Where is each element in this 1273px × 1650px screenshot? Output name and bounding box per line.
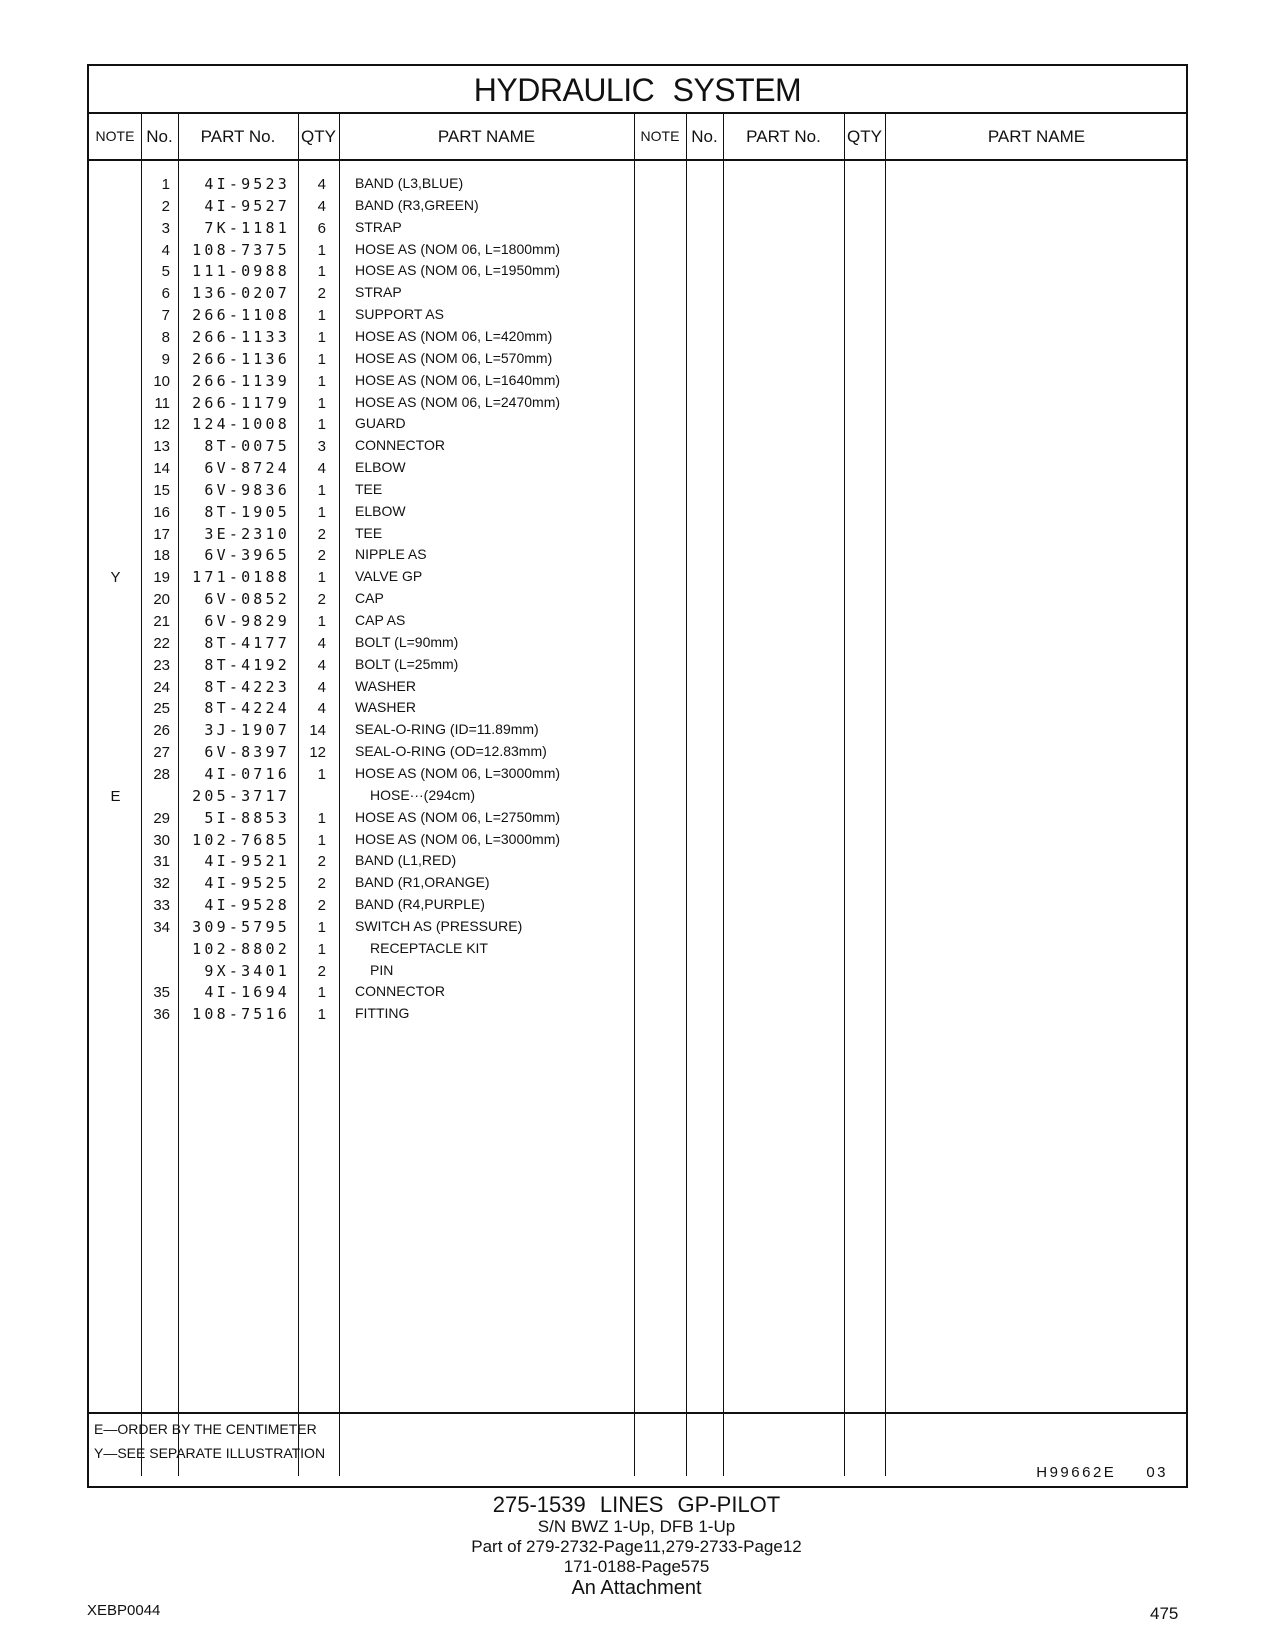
row-number: 32 — [153, 875, 170, 893]
row-number: 30 — [153, 831, 170, 849]
row-note: E — [110, 787, 121, 805]
row-part-number: 8T-4192 — [204, 655, 290, 674]
caption — [0, 1493, 1273, 1599]
row-number: 21 — [153, 613, 170, 630]
row-part-name: BAND (R3,GREEN) — [355, 196, 479, 213]
row-quantity: 1 — [317, 307, 326, 325]
row-number: 5 — [161, 263, 170, 281]
row-quantity: 1 — [317, 394, 326, 412]
row-part-number: 4I-9521 — [204, 852, 290, 871]
table-row — [89, 960, 1186, 983]
row-number: 31 — [153, 853, 170, 871]
row-number: 1 — [161, 176, 170, 193]
row-number: 15 — [153, 481, 170, 499]
table-row — [89, 829, 1186, 852]
row-part-name: NIPPLE AS — [355, 546, 427, 563]
row-number: 27 — [153, 744, 170, 762]
row-quantity: 2 — [317, 962, 326, 980]
row-part-number: 108-7516 — [192, 1005, 290, 1024]
row-part-number: 108-7375 — [192, 240, 290, 259]
row-number: 36 — [153, 1006, 170, 1024]
row-quantity: 2 — [317, 853, 326, 871]
row-part-number: 8T-4177 — [204, 633, 290, 652]
row-part-name: HOSE···(294cm) — [370, 786, 476, 803]
caption-attachment: An Attachment — [571, 1577, 702, 1599]
row-part-name: BOLT (L=25mm) — [355, 655, 459, 672]
row-part-name: RECEPTACLE KIT — [370, 939, 488, 956]
row-part-name: ELBOW — [355, 459, 406, 476]
table-row — [89, 457, 1186, 480]
row-part-number: 4I-9527 — [204, 196, 290, 215]
row-part-name: ELBOW — [355, 502, 406, 519]
row-part-number: 266-1108 — [192, 306, 290, 325]
row-part-number: 309-5795 — [192, 917, 290, 936]
row-part-number: 8T-1905 — [204, 502, 290, 521]
row-part-number: 8T-4224 — [204, 699, 290, 718]
row-quantity: 1 — [317, 831, 326, 849]
row-quantity: 3 — [317, 438, 326, 456]
caption-title: 275-1539 LINES GP-PILOT — [492, 1492, 781, 1517]
revision-number: 03 — [1146, 1464, 1168, 1481]
row-quantity: 2 — [317, 875, 326, 893]
row-part-number: 8T-4223 — [204, 677, 290, 696]
row-quantity: 6 — [317, 219, 326, 237]
row-part-number: 4I-9525 — [204, 874, 290, 893]
row-part-number: 5I-8853 — [204, 808, 290, 827]
table-row — [89, 741, 1186, 764]
row-quantity: 1 — [317, 503, 326, 521]
row-part-number: 102-8802 — [192, 939, 290, 958]
table-row — [89, 588, 1186, 611]
page-title: HYDRAULIC SYSTEM — [89, 66, 1186, 114]
table-row — [89, 697, 1186, 720]
row-number: 19 — [153, 569, 170, 587]
table-row — [89, 676, 1186, 699]
row-part-number: 171-0188 — [192, 568, 290, 587]
row-part-number: 6V-9829 — [204, 612, 290, 630]
row-quantity: 1 — [317, 984, 326, 1002]
row-number: 12 — [153, 416, 170, 434]
row-quantity: 2 — [317, 547, 326, 565]
row-number: 23 — [153, 656, 170, 674]
table-row — [89, 654, 1186, 677]
table-row — [89, 938, 1186, 961]
row-quantity: 4 — [317, 678, 326, 696]
row-quantity: 1 — [317, 241, 326, 259]
row-quantity: 1 — [317, 613, 326, 630]
row-part-name: PIN — [370, 961, 394, 978]
table-row — [89, 501, 1186, 524]
row-part-number: 7K-1181 — [204, 218, 290, 237]
illustration-code — [1036, 1464, 1168, 1481]
row-part-number: 266-1139 — [192, 371, 290, 390]
row-quantity: 4 — [317, 176, 326, 193]
row-part-number: 111-0988 — [192, 262, 290, 281]
row-part-number: 4I-9528 — [204, 896, 290, 915]
table-row — [89, 370, 1186, 393]
row-part-name: BAND (R4,PURPLE) — [355, 896, 485, 913]
row-part-name: HOSE AS (NOM 06, L=2470mm) — [355, 393, 561, 410]
table-footer — [89, 1412, 1186, 1488]
row-number: 9 — [161, 350, 170, 368]
row-part-name: VALVE GP — [355, 568, 423, 585]
header-note-2: NOTE — [640, 128, 680, 144]
row-number: 34 — [153, 918, 170, 936]
row-part-number: 4I-1694 — [204, 983, 290, 1002]
row-part-name: BAND (L3,BLUE) — [355, 175, 464, 191]
row-part-name: BOLT (L=90mm) — [355, 633, 459, 650]
table-row — [89, 719, 1186, 742]
row-number: 33 — [153, 897, 170, 915]
row-part-number: 9X-3401 — [204, 961, 290, 980]
row-part-name: HOSE AS (NOM 06, L=3000mm) — [355, 764, 561, 781]
row-part-number: 8T-0075 — [204, 437, 290, 456]
table-header — [89, 114, 1186, 161]
row-part-name: STRAP — [355, 218, 402, 235]
row-part-name: CONNECTOR — [355, 983, 445, 1000]
row-part-number: 266-1136 — [192, 349, 290, 368]
row-quantity: 1 — [317, 918, 326, 936]
row-quantity: 1 — [317, 263, 326, 281]
row-part-number: 205-3717 — [192, 786, 290, 805]
row-part-number: 6V-8397 — [204, 743, 290, 762]
table-row — [89, 326, 1186, 349]
row-number: 28 — [153, 765, 170, 783]
header-part-no-2: PART No. — [746, 127, 821, 146]
row-part-name: TEE — [355, 480, 383, 497]
table-row — [89, 304, 1186, 327]
row-number: 6 — [161, 285, 170, 303]
row-part-name: BAND (L1,RED) — [355, 852, 457, 869]
table-row — [89, 413, 1186, 436]
row-number: 7 — [161, 307, 170, 325]
header-part-name: PART NAME — [437, 127, 536, 146]
row-number: 14 — [153, 460, 170, 478]
row-quantity: 4 — [317, 634, 326, 652]
row-quantity: 2 — [317, 525, 326, 543]
header-no: No. — [146, 127, 173, 146]
row-quantity: 4 — [317, 197, 326, 215]
row-part-name: HOSE AS (NOM 06, L=570mm) — [355, 349, 553, 366]
header-qty: QTY — [301, 127, 336, 146]
row-part-number: 6V-3965 — [204, 546, 290, 565]
row-part-name: HOSE AS (NOM 06, L=1640mm) — [355, 371, 561, 388]
caption-reference: 171-0188-Page575 — [563, 1557, 710, 1576]
row-part-number: 4I-9523 — [204, 175, 290, 193]
row-number: 3 — [161, 219, 170, 237]
table-row — [89, 566, 1186, 589]
table-row — [89, 348, 1186, 371]
header-qty-2: QTY — [847, 127, 882, 146]
page-number: 475 — [1150, 1604, 1179, 1623]
table-row — [89, 544, 1186, 567]
row-number: 18 — [153, 547, 170, 565]
header-note: NOTE — [95, 128, 135, 144]
table-row — [89, 1003, 1186, 1026]
table-row — [89, 763, 1186, 786]
row-part-name: BAND (R1,ORANGE) — [355, 874, 490, 891]
table-row — [89, 850, 1186, 873]
row-part-name: WASHER — [355, 699, 416, 716]
row-part-name: SEAL-O-RING (ID=11.89mm) — [355, 721, 539, 738]
caption-part-of: Part of 279-2732-Page11,279-2733-Page12 — [471, 1537, 802, 1556]
row-part-number: 6V-8724 — [204, 459, 290, 478]
row-part-name: GUARD — [355, 415, 406, 432]
row-quantity: 1 — [317, 481, 326, 499]
row-number: 16 — [153, 503, 170, 521]
table-row — [89, 523, 1186, 546]
row-part-name: CAP AS — [355, 612, 406, 628]
row-quantity: 1 — [317, 416, 326, 434]
row-part-name: HOSE AS (NOM 06, L=2750mm) — [355, 808, 561, 825]
table-row — [89, 632, 1186, 655]
row-number: 13 — [153, 438, 170, 456]
row-part-number: 6V-0852 — [204, 590, 290, 609]
row-part-name: SEAL-O-RING (OD=12.83mm) — [355, 743, 547, 760]
row-quantity: 1 — [317, 569, 326, 587]
header-part-no: PART No. — [200, 127, 276, 146]
table-row — [89, 260, 1186, 283]
row-quantity: 1 — [317, 372, 326, 390]
row-quantity: 1 — [317, 809, 326, 827]
table-row — [89, 479, 1186, 502]
row-quantity: 14 — [309, 722, 326, 740]
row-number: 8 — [161, 328, 170, 346]
row-part-name: STRAP — [355, 284, 402, 301]
row-quantity: 2 — [317, 591, 326, 609]
row-part-name: HOSE AS (NOM 06, L=3000mm) — [355, 830, 561, 847]
table-row — [89, 872, 1186, 895]
row-part-number: 136-0207 — [192, 284, 290, 303]
row-number: 2 — [161, 197, 170, 215]
legend-y: Y—SEE SEPARATE ILLUSTRATION — [94, 1445, 326, 1461]
caption-serial: S/N BWZ 1-Up, DFB 1-Up — [537, 1517, 736, 1536]
row-part-name: SWITCH AS (PRESSURE) — [355, 917, 523, 934]
row-part-name: FITTING — [355, 1005, 410, 1022]
row-part-name: CONNECTOR — [355, 437, 445, 454]
row-quantity: 2 — [317, 285, 326, 303]
table-row — [89, 239, 1186, 262]
row-part-name: CAP — [355, 590, 384, 607]
header-part-name-2: PART NAME — [987, 127, 1086, 146]
row-number: 24 — [153, 678, 170, 696]
row-number: 29 — [153, 809, 170, 827]
row-number: 17 — [153, 525, 170, 543]
row-quantity: 4 — [317, 700, 326, 718]
table-row — [89, 173, 1186, 196]
row-part-name: HOSE AS (NOM 06, L=1800mm) — [355, 240, 561, 257]
row-quantity: 2 — [317, 897, 326, 915]
table-body — [89, 161, 1186, 1476]
row-quantity: 1 — [317, 940, 326, 958]
parts-table — [87, 64, 1188, 1488]
row-part-name: WASHER — [355, 677, 416, 694]
header-no-2: No. — [691, 127, 718, 146]
row-number: 10 — [153, 372, 170, 390]
row-quantity: 4 — [317, 460, 326, 478]
table-row — [89, 785, 1186, 808]
illustration-id: H99662E — [1036, 1464, 1117, 1481]
row-quantity: 1 — [317, 350, 326, 368]
row-quantity: 1 — [317, 765, 326, 783]
row-number: 35 — [153, 984, 170, 1002]
document-id: XEBP0044 — [87, 1602, 161, 1619]
table-row — [89, 217, 1186, 240]
row-quantity: 1 — [317, 328, 326, 346]
table-row — [89, 195, 1186, 218]
row-part-name: HOSE AS (NOM 06, L=420mm) — [355, 327, 553, 344]
row-number: 22 — [153, 634, 170, 652]
row-part-number: 266-1133 — [192, 327, 290, 346]
table-row — [89, 981, 1186, 1004]
row-part-name: TEE — [355, 524, 383, 541]
table-row — [89, 610, 1186, 633]
row-part-number: 6V-9836 — [204, 480, 290, 499]
row-quantity: 4 — [317, 656, 326, 674]
row-note: Y — [110, 569, 121, 587]
row-part-number: 3J-1907 — [204, 721, 290, 740]
table-row — [89, 392, 1186, 415]
row-number: 4 — [161, 241, 170, 259]
table-row — [89, 282, 1186, 305]
row-part-name: SUPPORT AS — [355, 306, 444, 323]
row-part-number: 124-1008 — [192, 415, 290, 434]
row-quantity: 12 — [309, 744, 326, 762]
row-number: 25 — [153, 700, 170, 718]
row-part-number: 3E-2310 — [204, 524, 290, 543]
row-number: 11 — [154, 394, 170, 412]
row-part-number: 102-7685 — [192, 830, 290, 849]
row-part-number: 4I-0716 — [204, 764, 290, 783]
table-row — [89, 435, 1186, 458]
row-quantity: 1 — [317, 1006, 326, 1024]
row-part-name: HOSE AS (NOM 06, L=1950mm) — [355, 262, 561, 279]
table-row — [89, 894, 1186, 917]
table-row — [89, 807, 1186, 830]
row-number: 26 — [153, 722, 170, 740]
row-part-number: 266-1179 — [192, 393, 290, 412]
legend-e: E—ORDER BY THE CENTIMETER — [94, 1421, 317, 1437]
table-row — [89, 916, 1186, 939]
row-number: 20 — [153, 591, 170, 609]
